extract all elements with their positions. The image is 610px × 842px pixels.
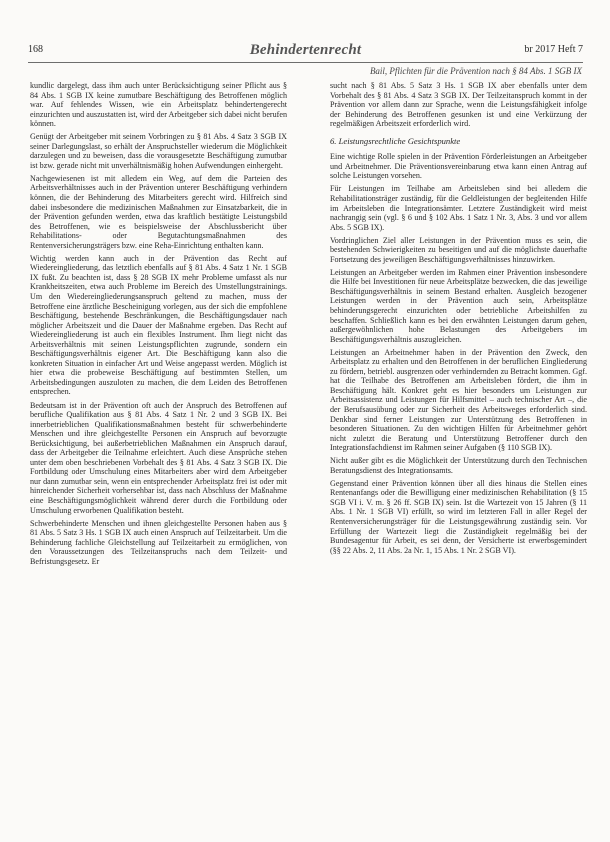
paragraph: Gegenstand einer Prävention können über all dies hinaus die Stellen eines Rentenanfangs oder die Bewilligung einer medizinischen Rehabilitation (§ 15 SGB VI i. V. m. § 26 ff. SGB IX) sein. Ist die Wartezeit von 15 Jahren (§ 11 Abs. 1 Nr. 1 SGB VI) erfüllt, so wird im letzteren Fall in aller Regel der Rentenversicherungsträger für die Leistungsgewährung zuständig sein. Vor Erfüllung der Wartezeit liegt die Zuständigkeit regelmäßig bei der Bundesagentur für Arbeit, es sei denn, der Versicherte ist erwerbsgemindert (§§ 22 Abs. 2, 11 Abs. 2a Nr. 1, 15 Abs. 1 Nr. 2 SGB VI).	[330, 478, 587, 555]
paragraph: Vordringlichen Ziel aller Leistungen in der Prävention muss es sein, die bestehenden Schwierigkeiten zu beseitigen und auf die möglichste dauerhafte Fortsetzung des jeweiligen Beschäftigungsverhältnisses hinzuwirken.	[330, 235, 587, 264]
paragraph: Genügt der Arbeitgeber mit seinem Vorbringen zu § 81 Abs. 4 Satz 3 SGB IX seiner Darlegungslast, so erhält der Anspruchsteller wiederum die Möglichkeit darzulegen und zu beweisen, dass die vorausgesetzte Beschäftigung zumutbar ist bzw. gerade nicht mit unverhältnismäßig hohen Aufwendungen einhergeht.	[30, 132, 287, 170]
paragraph: Eine wichtige Rolle spielen in der Prävention Förderleistungen an Arbeitgeber und Arbeitnehmer. Die Präventionsvereinbarung etwa kann einen Antrag auf solche Leistungen vorsehen.	[330, 152, 587, 181]
paragraph: Bedeutsam ist in der Prävention oft auch der Anspruch des Betroffenen auf berufliche Qualifikation aus § 81 Abs. 4 Satz 1 Nr. 2 und 3 SGB IX. Bei innerbetrieblichen Qualifikationsmaßnahmen besteht für schwerbehinderte Menschen und ihre gleichgestellte Personen ein Anspruch auf bevorzugte Berücksichtigung, bei außerbetrieblichen Maßnahmen ein Anspruch darauf, dass der Arbeitgeber die Teilnahme erleichtert. Auch diese Ansprüche stehen unter dem oben beschriebenen Vorbehalt des § 81 Abs. 4 Satz 3 SGB IX. Die Fortbildung oder Umschulung eines Mitarbeiters aber wird dem Arbeitgeber nur dann zumutbar sein, wenn ein entsprechender Arbeitsplatz frei ist oder mit hinreichender Sicherheit vorhersehbar ist, dass nach Abschluss der Maßnahme eine Beschäftigungsmöglichkeit während derer durch die Fortbildung oder Umschulung erworbenen Qualifikation besteht.	[30, 400, 287, 515]
section-heading: 6. Leistungsrechtliche Gesichtspunkte	[330, 135, 461, 146]
paragraph: Wichtig werden kann auch in der Prävention das Recht auf Wiedereingliederung, das letztlich ebenfalls auf § 81 Abs. 4 Satz 1 Nr. 1 SGB IX fußt. Zu beachten ist, dass § 28 SGB IX mehr Probleme umfasst als nur Krankheitszeiten, etwa auch Probleme im Bereich des Umstellungstrainings. Um den Wiedereingliederungsanspruch geltend zu machen, muss der Betroffene eine ärztliche Bescheinigung vorlegen, aus der sich die empfohlene Beschäftigung, bestehende Beschränkungen, die Beschäftigungsdauer nach möglicher Arbeitszeit und die Dauer der Maßnahme ergeben. Das Recht auf Wiedereingliederung ist auch ein flexibles Instrument. Ihm liegt nicht das Arbeitsverhältnis mit seinen Leistungspflichten zugrunde, sondern ein Beschäftigungsverhältnis eigener Art. Die Beschäftigung kann also die konkreten Situation in einfacher Art und Weise angepasst werden. Möglich ist hier etwa die probeweise Beschäftigung auf bestimmten Stellen, um Arbeitsbedingungen auszuloten zu machen, die dem Leiden des Betroffenen entsprechen.	[30, 253, 287, 397]
page-header	[28, 44, 583, 62]
paragraph: Schwerbehinderte Menschen und ihnen gleichgestellte Personen haben aus § 81 Abs. 5 Satz 3 Hs. 1 SGB IX auch einen Anspruch auf Teilzeitarbeit. Um die Behinderung fachliche Gleichstellung auf Teilzeitarbeit zu ermöglichen, von den Voraussetzungen des Teilzeitanspruchs nach dem Teilzeit- und Befristungsgesetz. Er	[30, 518, 287, 566]
paragraph: Leistungen an Arbeitgeber werden im Rahmen einer Prävention insbesondere die Hilfe bei Investitionen für neue Arbeitsplätze bezwecken, die das jeweilige Beschäftigungsverhältnis in seinem Bestand erhalten. Ausgleich bezogener Leistungen werden in der Prävention auch sein, Arbeitsplätze behinderungsgerecht einzurichten oder betriebliche Arbeitshilfen zu beschaffen. Schließlich kann es bei den erwähnten Leistungen darum gehen, außergewöhnlichen hohe Belastungen des Arbeitgebers im Beschäftigungsverhältnis auszugleichen.	[330, 267, 587, 344]
paragraph: kundlic dargelegt, dass ihm auch unter Berücksichtigung seiner Pflicht aus § 84 Abs. 1 SGB IX keine zumutbare Beschäftigung des Betroffenen möglich war. Auf fehlendes Wissen, wie ein Arbeitsplatz behindertengerecht einzurichten und auszustatten ist, wird der Arbeitgeber sich dabei nicht berufen können.	[30, 81, 287, 129]
issue-label: br 2017 Heft 7	[524, 44, 583, 55]
paragraph: Für Leistungen im Teilhabe am Arbeitsleben sind bei alledem die Rehabilitationsträger zuständig, für die Geldleistungen der begleitenden Hilfe im Arbeitsleben die Integrationsämter. Letztere Zuständigkeit wird meist nachrangig sein (vgl. § 6 und § 102 Abs. 1 Satz 1 Nr. 3, Abs. 3 und vor allem Abs. 5 SGB IX).	[330, 184, 587, 232]
journal-title: Behindertenrecht	[249, 42, 362, 58]
article-running-title: Bail, Pflichten für die Prävention nach § 84 Abs. 1 SGB IX	[369, 66, 582, 76]
paragraph: Nicht außer gibt es die Möglichkeit der Unterstützung durch den Technischen Beratungsdienst des Integrationsamts.	[330, 456, 587, 475]
right-column	[330, 81, 587, 559]
paragraph: sucht nach § 81 Abs. 5 Satz 3 Hs. 1 SGB IX aber ebenfalls unter dem Vorbehalt des § 81 Abs. 4 Satz 3 SGB IX. Der Teilzeitanspruch kommt in der Prävention vor allem dann zur Sprache, wenn die Leistungsfähigkeit infolge der Behinderung des Betroffenen gesunken ist und eine Verkürzung der regelmäßigen Arbeitszeit erforderlich wird.	[330, 81, 587, 129]
page-number: 168	[28, 44, 43, 55]
left-column	[30, 81, 287, 570]
paragraph: Leistungen an Arbeitnehmer haben in der Prävention den Zweck, den Arbeitsplatz zu erhalten und den Betroffenen in der beruflichen Eingliederung zu fördern, betriebl. ausgrenzen oder verhindernden zu Betracht kommen. Ggf. hat die Teilhabe des Betroffenen am Arbeitsleben fördert, die ihm in Beschäftigung hält. Konkret geht es hier besonders um Leistungen zur Arbeitsassistenz und Leistungen für Hilfsmittel – auch technischer Art –, die der Berufsausübung oder zur Sicherheit des Arbeitsweges erforderlich sind. Denkbar sind ferner Leistungen zur Unterstützung des Betroffenen in besonderen Situationen. Zu den wichtigen Hilfen für Arbeitnehmer gehört nicht zuletzt die Beratung und Unterstützung Betroffener durch den Integrationsfachdienst im Rahmen seiner Aufgaben (§ 110 SGB IX).	[330, 347, 587, 453]
header-rule	[28, 62, 583, 63]
paragraph: Nachgewiesenen ist mit alledem ein Weg, auf dem die Parteien des Arbeitsverhältnisses auch in der Prävention unterer Beschäftigung verhindern können, die der Behinderung des Mitarbeiters gerecht wird. Hilfreich sind dabei insbesondere die medizinischen Maßnahmen zur Einsatzbarkeit, die in der Prävention gefunden werden, etwa das kraftlich bestätigte Leistungsbild des Betroffenen, wie es beispielsweise der Abschlussbericht über Rehabilitations- oder Begutachtungsmaßnahmen des Rentenversicherungsträgers bzw. eine Reha-Einrichtung enthalten kann.	[30, 173, 287, 250]
